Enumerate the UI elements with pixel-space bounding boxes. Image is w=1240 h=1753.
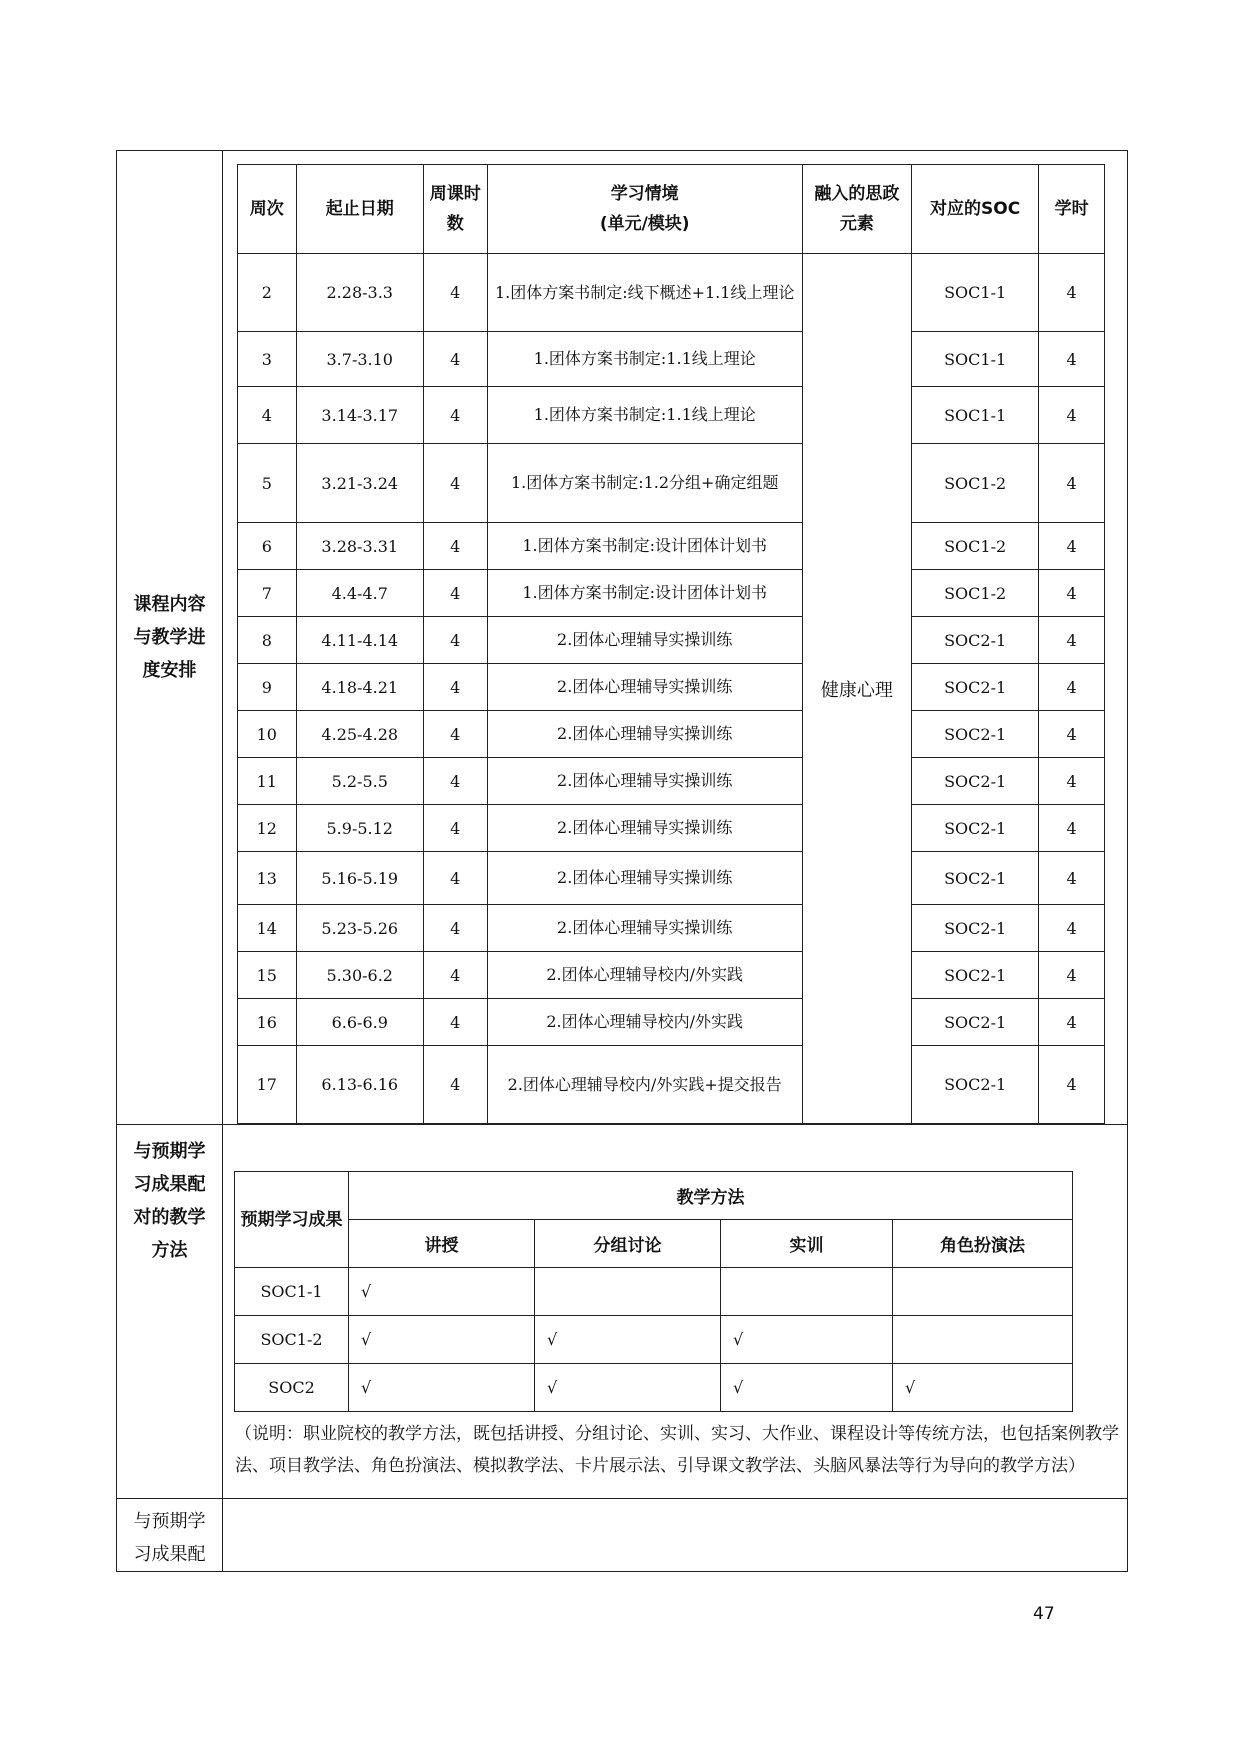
- schedule-row: [238, 254, 1105, 332]
- schedule-section-label: 课程内容与教学进度安排: [117, 151, 223, 1125]
- schedule-soc-cell: SOC1-2: [911, 444, 1038, 523]
- schedule-hours-per-week-cell: 4: [423, 617, 487, 664]
- schedule-row: [238, 387, 1105, 444]
- schedule-content-cell: 1.团体方案书制定:1.1线上理论: [487, 387, 802, 444]
- schedule-dates-cell: 3.28-3.31: [296, 523, 423, 570]
- schedule-dates-cell: 4.25-4.28: [296, 711, 423, 758]
- schedule-content-cell: 1.团体方案书制定:线下概述+1.1线上理论: [487, 254, 802, 332]
- schedule-dates-cell: 5.9-5.12: [296, 805, 423, 852]
- schedule-section: [117, 151, 1128, 1125]
- schedule-content-cell: 2.团体心理辅导实操训练: [487, 905, 802, 952]
- method-check-cell: √: [535, 1316, 721, 1364]
- header-hours: 学时: [1039, 165, 1105, 254]
- schedule-soc-cell: SOC2-1: [911, 711, 1038, 758]
- schedule-week-cell: 8: [238, 617, 297, 664]
- schedule-content-cell: 2.团体心理辅导实操训练: [487, 711, 802, 758]
- schedule-row: [238, 852, 1105, 905]
- schedule-dates-cell: 3.7-3.10: [296, 332, 423, 387]
- schedule-row: [238, 758, 1105, 805]
- method-check-cell: [721, 1268, 893, 1316]
- header-context-line1: 学习情境: [610, 184, 679, 204]
- schedule-row: [238, 664, 1105, 711]
- schedule-hours-per-week-cell: 4: [423, 570, 487, 617]
- schedule-week-cell: 9: [238, 664, 297, 711]
- schedule-soc-cell: SOC2-1: [911, 664, 1038, 711]
- outcome-cell: SOC1-2: [235, 1316, 349, 1364]
- schedule-row: [238, 617, 1105, 664]
- header-context: [487, 165, 802, 254]
- method-column-header: 实训: [721, 1220, 893, 1268]
- method-column-header: 角色扮演法: [893, 1220, 1073, 1268]
- schedule-soc-cell: SOC2-1: [911, 852, 1038, 905]
- method-check-cell: √: [349, 1316, 535, 1364]
- method-check-cell: [535, 1268, 721, 1316]
- header-context-line2: (单元/模块): [599, 214, 690, 234]
- schedule-dates-cell: 5.16-5.19: [296, 852, 423, 905]
- schedule-soc-cell: SOC2-1: [911, 805, 1038, 852]
- schedule-week-cell: 3: [238, 332, 297, 387]
- schedule-dates-cell: 4.4-4.7: [296, 570, 423, 617]
- schedule-content-cell: 1.团体方案书制定:设计团体计划书: [487, 570, 802, 617]
- schedule-hours-cell: 4: [1039, 758, 1105, 805]
- schedule-week-cell: 17: [238, 1046, 297, 1124]
- last-section: [117, 1499, 1128, 1572]
- course-table: [116, 150, 1128, 1572]
- schedule-content-cell: 1.团体方案书制定:设计团体计划书: [487, 523, 802, 570]
- schedule-hours-per-week-cell: 4: [423, 758, 487, 805]
- schedule-hours-per-week-cell: 4: [423, 905, 487, 952]
- schedule-dates-cell: 6.13-6.16: [296, 1046, 423, 1124]
- schedule-hours-per-week-cell: 4: [423, 254, 487, 332]
- last-section-label: 与预期学习成果配: [117, 1499, 223, 1572]
- schedule-hours-cell: 4: [1039, 852, 1105, 905]
- schedule-dates-cell: 5.2-5.5: [296, 758, 423, 805]
- method-check-cell: [893, 1268, 1073, 1316]
- schedule-week-cell: 15: [238, 952, 297, 999]
- method-check-cell: √: [535, 1364, 721, 1412]
- schedule-soc-cell: SOC1-2: [911, 523, 1038, 570]
- schedule-content-cell: 2.团体心理辅导校内/外实践: [487, 999, 802, 1046]
- methods-header: 教学方法: [349, 1172, 1073, 1220]
- schedule-soc-cell: SOC2-1: [911, 1046, 1038, 1124]
- schedule-hours-per-week-cell: 4: [423, 444, 487, 523]
- schedule-hours-per-week-cell: 4: [423, 805, 487, 852]
- schedule-hours-per-week-cell: 4: [423, 852, 487, 905]
- schedule-dates-cell: 6.6-6.9: [296, 999, 423, 1046]
- schedule-hours-cell: 4: [1039, 999, 1105, 1046]
- schedule-hours-cell: 4: [1039, 523, 1105, 570]
- schedule-content-cell: 1.团体方案书制定:1.2分组+确定组题: [487, 444, 802, 523]
- schedule-dates-cell: 3.21-3.24: [296, 444, 423, 523]
- schedule-soc-cell: SOC2-1: [911, 758, 1038, 805]
- schedule-soc-cell: SOC1-1: [911, 254, 1038, 332]
- outcome-cell: SOC2: [235, 1364, 349, 1412]
- header-dates: 起止日期: [296, 165, 423, 254]
- schedule-content-cell: 2.团体心理辅导校内/外实践: [487, 952, 802, 999]
- outcome-header: 预期学习成果: [235, 1172, 349, 1268]
- schedule-hours-cell: 4: [1039, 1046, 1105, 1124]
- schedule-dates-cell: 5.30-6.2: [296, 952, 423, 999]
- schedule-week-cell: 6: [238, 523, 297, 570]
- schedule-week-cell: 7: [238, 570, 297, 617]
- schedule-week-cell: 4: [238, 387, 297, 444]
- schedule-soc-cell: SOC1-2: [911, 570, 1038, 617]
- header-ideo: 融入的思政元素: [802, 165, 911, 254]
- schedule-content-cell: 2.团体心理辅导实操训练: [487, 617, 802, 664]
- method-check-cell: √: [721, 1364, 893, 1412]
- schedule-hours-cell: 4: [1039, 905, 1105, 952]
- schedule-week-cell: 5: [238, 444, 297, 523]
- schedule-row: [238, 711, 1105, 758]
- schedule-hours-cell: 4: [1039, 664, 1105, 711]
- schedule-soc-cell: SOC1-1: [911, 387, 1038, 444]
- methods-header-row-1: [235, 1172, 1073, 1220]
- schedule-dates-cell: 4.18-4.21: [296, 664, 423, 711]
- schedule-dates-cell: 3.14-3.17: [296, 387, 423, 444]
- method-check-cell: √: [349, 1268, 535, 1316]
- schedule-week-cell: 12: [238, 805, 297, 852]
- methods-body: [235, 1268, 1073, 1412]
- method-check-cell: √: [721, 1316, 893, 1364]
- schedule-table: [237, 164, 1105, 1124]
- schedule-hours-cell: 4: [1039, 617, 1105, 664]
- schedule-row: [238, 1046, 1105, 1124]
- methods-header-row-2: [235, 1220, 1073, 1268]
- schedule-content-cell: 2.团体心理辅导实操训练: [487, 852, 802, 905]
- schedule-hours-cell: 4: [1039, 254, 1105, 332]
- schedule-row: [238, 999, 1105, 1046]
- schedule-row: [238, 444, 1105, 523]
- schedule-week-cell: 14: [238, 905, 297, 952]
- schedule-dates-cell: 5.23-5.26: [296, 905, 423, 952]
- schedule-hours-per-week-cell: 4: [423, 387, 487, 444]
- schedule-week-cell: 13: [238, 852, 297, 905]
- outcome-cell: SOC1-1: [235, 1268, 349, 1316]
- schedule-row: [238, 332, 1105, 387]
- methods-table: [234, 1171, 1073, 1412]
- schedule-hours-per-week-cell: 4: [423, 1046, 487, 1124]
- schedule-week-cell: 16: [238, 999, 297, 1046]
- schedule-soc-cell: SOC2-1: [911, 905, 1038, 952]
- schedule-hours-cell: 4: [1039, 952, 1105, 999]
- schedule-row: [238, 805, 1105, 852]
- schedule-hours-per-week-cell: 4: [423, 332, 487, 387]
- schedule-hours-per-week-cell: 4: [423, 952, 487, 999]
- schedule-header-row: [238, 165, 1105, 254]
- schedule-hours-per-week-cell: 4: [423, 523, 487, 570]
- schedule-row: [238, 952, 1105, 999]
- schedule-hours-cell: 4: [1039, 570, 1105, 617]
- schedule-soc-cell: SOC2-1: [911, 999, 1038, 1046]
- methods-section: [117, 1125, 1128, 1499]
- schedule-hours-per-week-cell: 4: [423, 664, 487, 711]
- schedule-content-cell: 2.团体心理辅导实操训练: [487, 805, 802, 852]
- schedule-content-cell: 2.团体心理辅导实操训练: [487, 664, 802, 711]
- method-check-cell: [893, 1316, 1073, 1364]
- methods-note: （说明：职业院校的教学方法，既包括讲授、分组讨论、实训、实习、大作业、课程设计等传统方法，也包括案例教学法、项目教学法、角色扮演法、模拟教学法、卡片展示法、引导课文教学法、头脑风暴法等行为导向的教学方法）: [235, 1424, 1119, 1476]
- schedule-hours-cell: 4: [1039, 711, 1105, 758]
- schedule-content-cell: 1.团体方案书制定:1.1线上理论: [487, 332, 802, 387]
- schedule-hours-cell: 4: [1039, 444, 1105, 523]
- schedule-hours-per-week-cell: 4: [423, 999, 487, 1046]
- method-check-cell: √: [349, 1364, 535, 1412]
- page-number: 47: [1033, 1604, 1055, 1624]
- schedule-soc-cell: SOC1-1: [911, 332, 1038, 387]
- schedule-week-cell: 11: [238, 758, 297, 805]
- schedule-dates-cell: 4.11-4.14: [296, 617, 423, 664]
- methods-row: [235, 1364, 1073, 1412]
- schedule-row: [238, 570, 1105, 617]
- schedule-content-cell: 2.团体心理辅导校内/外实践+提交报告: [487, 1046, 802, 1124]
- schedule-week-cell: 10: [238, 711, 297, 758]
- method-column-header: 分组讨论: [535, 1220, 721, 1268]
- schedule-soc-cell: SOC2-1: [911, 617, 1038, 664]
- schedule-hours-per-week-cell: 4: [423, 711, 487, 758]
- schedule-row: [238, 905, 1105, 952]
- method-check-cell: √: [893, 1364, 1073, 1412]
- schedule-soc-cell: SOC2-1: [911, 952, 1038, 999]
- methods-row: [235, 1316, 1073, 1364]
- schedule-content-cell: 2.团体心理辅导实操训练: [487, 758, 802, 805]
- schedule-hours-cell: 4: [1039, 805, 1105, 852]
- schedule-dates-cell: 2.28-3.3: [296, 254, 423, 332]
- methods-row: [235, 1268, 1073, 1316]
- header-hours-per-week: 周课时数: [423, 165, 487, 254]
- schedule-body: [238, 254, 1105, 1124]
- methods-section-label: 与预期学习成果配对的教学方法: [117, 1125, 223, 1499]
- ideo-element-cell: 健康心理: [802, 254, 911, 1124]
- schedule-hours-cell: 4: [1039, 387, 1105, 444]
- method-column-header: 讲授: [349, 1220, 535, 1268]
- schedule-hours-cell: 4: [1039, 332, 1105, 387]
- header-week: 周次: [238, 165, 297, 254]
- schedule-week-cell: 2: [238, 254, 297, 332]
- schedule-row: [238, 523, 1105, 570]
- header-soc: 对应的SOC: [911, 165, 1038, 254]
